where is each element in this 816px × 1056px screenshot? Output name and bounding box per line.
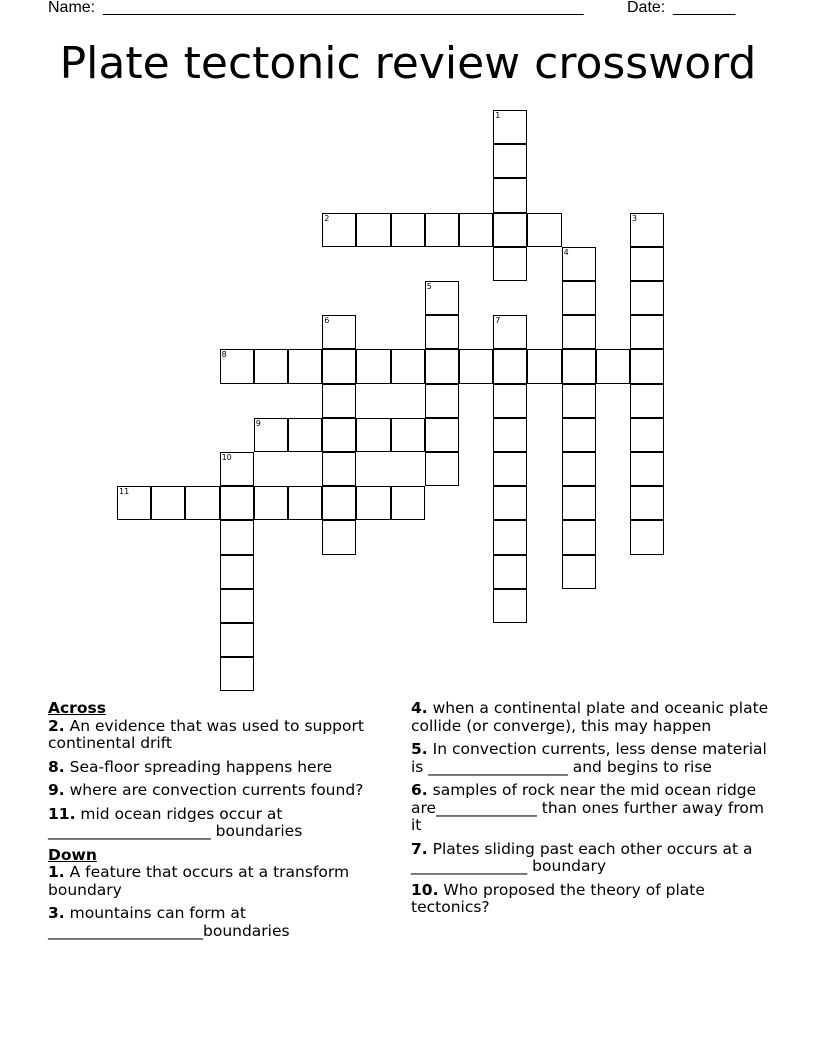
crossword-cell[interactable] (493, 315, 527, 349)
crossword-cell[interactable] (220, 486, 254, 520)
crossword-cell[interactable] (493, 452, 527, 486)
crossword-cell[interactable] (562, 452, 596, 486)
crossword-cell[interactable] (562, 349, 596, 383)
crossword-cell[interactable] (356, 418, 390, 452)
crossword-cell[interactable] (425, 384, 459, 418)
date-label: Date: (627, 0, 670, 16)
crossword-cell[interactable] (322, 349, 356, 383)
crossword-cell[interactable] (220, 657, 254, 691)
crossword-cell[interactable] (562, 486, 596, 520)
crossword-cell[interactable] (493, 110, 527, 144)
crossword-cell[interactable] (288, 418, 322, 452)
clue-number: 8. (48, 757, 65, 776)
crossword-cell[interactable] (493, 213, 527, 247)
crossword-cell[interactable] (562, 315, 596, 349)
crossword-cell[interactable] (493, 418, 527, 452)
crossword-cell[interactable] (391, 486, 425, 520)
crossword-cell[interactable] (254, 418, 288, 452)
crossword-cell[interactable] (630, 418, 664, 452)
crossword-cell[interactable] (288, 349, 322, 383)
crossword-cell[interactable] (630, 281, 664, 315)
clue-text: Who proposed the theory of plate tectonics? (411, 880, 705, 916)
crossword-cell[interactable] (493, 555, 527, 589)
clue-text: A feature that occurs at a transform boundary (48, 863, 350, 899)
crossword-cell[interactable] (425, 281, 459, 315)
crossword-cell[interactable] (391, 418, 425, 452)
clue-down-4 (411, 700, 771, 735)
crossword-cell[interactable] (562, 520, 596, 554)
cell-number: 9 (255, 418, 261, 428)
clue-number: 7. (411, 839, 428, 858)
cell-number: 8 (221, 350, 227, 360)
clue-number: 1. (48, 863, 65, 881)
cell-number: 7 (495, 316, 501, 326)
crossword-cell[interactable] (185, 486, 219, 520)
crossword-cell[interactable] (527, 349, 561, 383)
crossword-cell[interactable] (527, 213, 561, 247)
cell-number: 3 (632, 213, 638, 223)
crossword-cell[interactable] (493, 144, 527, 178)
crossword-cell[interactable] (322, 213, 356, 247)
crossword-cell[interactable] (493, 178, 527, 212)
crossword-cell[interactable] (288, 486, 322, 520)
crossword-cell[interactable] (220, 349, 254, 383)
crossword-cell[interactable] (117, 486, 151, 520)
crossword-cell[interactable] (391, 349, 425, 383)
clue-down-1 (48, 864, 393, 899)
crossword-cell[interactable] (356, 486, 390, 520)
crossword-cell[interactable] (425, 315, 459, 349)
crossword-cell[interactable] (220, 589, 254, 623)
name-label: Name: (48, 0, 100, 16)
clue-down-3 (48, 905, 393, 940)
crossword-cell[interactable] (630, 315, 664, 349)
crossword-cell[interactable] (493, 384, 527, 418)
crossword-cell[interactable] (151, 486, 185, 520)
clue-across-9 (48, 782, 393, 800)
clue-number: 2. (48, 716, 65, 735)
crossword-cell[interactable] (493, 349, 527, 383)
clue-text: mountains can form at ____________________boundaries (48, 904, 290, 940)
clue-down-10 (411, 882, 771, 917)
crossword-cell[interactable] (562, 384, 596, 418)
crossword-cell[interactable] (425, 452, 459, 486)
crossword-cell[interactable] (596, 349, 630, 383)
clue-number: 3. (48, 904, 65, 922)
crossword-cell[interactable] (630, 247, 664, 281)
clue-text: An evidence that was used to support continental drift (48, 716, 364, 752)
across-heading: Across (48, 699, 106, 717)
crossword-cell[interactable] (459, 349, 493, 383)
clue-down-5 (411, 741, 771, 776)
crossword-cell[interactable] (254, 349, 288, 383)
cell-number: 5 (426, 282, 432, 291)
crossword-cell[interactable] (493, 520, 527, 554)
crossword-cell[interactable] (322, 452, 356, 486)
cell-number: 6 (324, 316, 330, 326)
clue-number: 5. (411, 740, 428, 758)
crossword-cell[interactable] (322, 418, 356, 452)
crossword-cell[interactable] (322, 486, 356, 520)
clue-text: where are convection currents found? (69, 781, 364, 799)
crossword-cell[interactable] (562, 281, 596, 315)
crossword-cell[interactable] (630, 349, 664, 383)
clue-text: Sea-floor spreading happens here (69, 757, 333, 776)
crossword-cell[interactable] (391, 213, 425, 247)
crossword-cell[interactable] (425, 213, 459, 247)
clue-across-8 (48, 759, 393, 777)
crossword-cell[interactable] (322, 315, 356, 349)
crossword-cell[interactable] (493, 247, 527, 281)
name-field[interactable]: ______________________________________________________ (103, 0, 584, 16)
crossword-cell[interactable] (459, 213, 493, 247)
crossword-cell[interactable] (356, 213, 390, 247)
crossword-cell[interactable] (493, 486, 527, 520)
clue-number: 4. (411, 699, 428, 717)
cell-number: 1 (495, 111, 501, 120)
crossword-cell[interactable] (322, 384, 356, 418)
clue-number: 10. (411, 880, 439, 899)
clue-down-6 (411, 782, 771, 835)
crossword-cell[interactable] (630, 520, 664, 554)
page-title: Plate tectonic review crossword (59, 38, 757, 89)
clue-number: 9. (48, 781, 65, 799)
clues-right-column (411, 700, 771, 923)
cell-number: 10 (221, 453, 232, 462)
clue-text: In convection currents, less dense material is __________________ and begins to rise (411, 740, 767, 776)
crossword-cell[interactable] (220, 555, 254, 589)
cell-number: 2 (324, 213, 330, 223)
cell-number: 4 (563, 247, 569, 257)
crossword-cell[interactable] (425, 349, 459, 383)
crossword-cell[interactable] (562, 247, 596, 281)
crossword-cell[interactable] (630, 384, 664, 418)
crossword-cell[interactable] (425, 418, 459, 452)
date-field[interactable]: _______ (673, 0, 736, 16)
crossword-cell[interactable] (220, 623, 254, 657)
down-heading: Down (48, 845, 97, 864)
crossword-cell[interactable] (630, 486, 664, 520)
crossword-cell[interactable] (562, 555, 596, 589)
crossword-cell[interactable] (322, 520, 356, 554)
cell-number: 11 (119, 487, 130, 497)
clues-left-column (48, 700, 393, 946)
crossword-cell[interactable] (220, 452, 254, 486)
crossword-cell[interactable] (630, 452, 664, 486)
clue-number: 6. (411, 781, 428, 799)
crossword-cell[interactable] (562, 418, 596, 452)
crossword-cell[interactable] (220, 520, 254, 554)
crossword-cell[interactable] (356, 349, 390, 383)
clue-number: 11. (48, 804, 76, 823)
clue-text: Plates sliding past each other occurs at a _______________ boundary (411, 839, 753, 875)
clue-text: samples of rock near the mid ocean ridge are_____________ than ones further away from it (411, 781, 764, 834)
clue-text: mid ocean ridges occur at _____________________ boundaries (48, 804, 303, 840)
clue-text: when a continental plate and oceanic plate collide (or converge), this may happen (411, 699, 769, 735)
clue-across-2 (48, 718, 393, 753)
clue-across-11 (48, 806, 393, 841)
clue-down-7 (411, 841, 771, 876)
crossword-cell[interactable] (254, 486, 288, 520)
crossword-cell[interactable] (630, 213, 664, 247)
crossword-cell[interactable] (493, 589, 527, 623)
